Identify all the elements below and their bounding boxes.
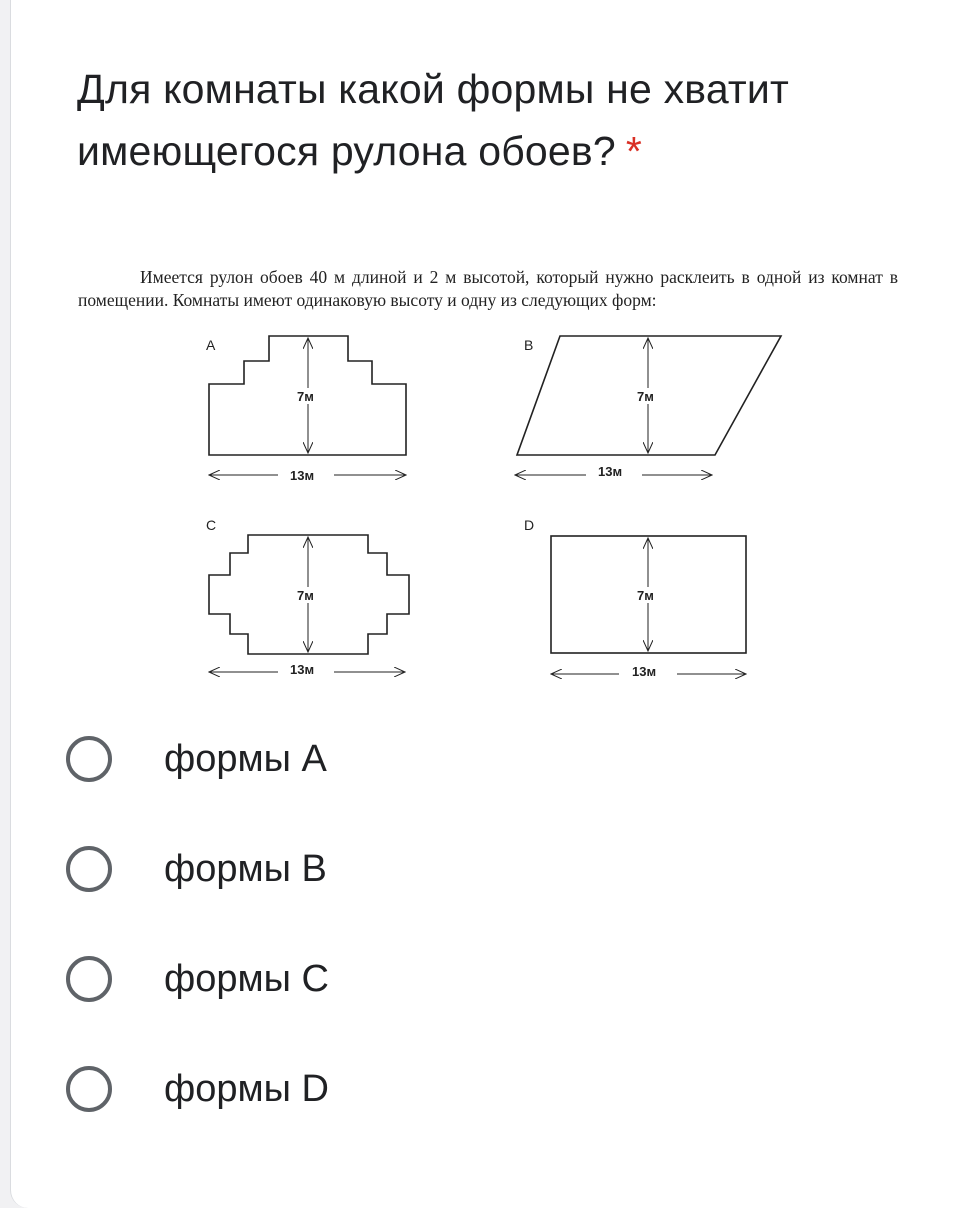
shape-d-label: D	[524, 517, 535, 533]
answer-options	[66, 736, 566, 1176]
option-label[interactable]: формы А	[164, 738, 327, 780]
figure-intro-text: Имеется рулон обоев 40 м длиной и 2 м высотой, который нужно расклеить в одной из комнат в помещении. Комнаты имеют одинаковую высоту и одну из следующих форм:	[78, 267, 898, 310]
shape-b	[515, 336, 781, 479]
shape-b-width-label: 13м	[598, 464, 623, 479]
shape-a	[206, 336, 406, 483]
shape-a-width-label: 13м	[290, 468, 315, 483]
shape-d-width-label: 13м	[632, 664, 657, 679]
option-form-a[interactable]	[66, 736, 566, 846]
option-label[interactable]: формы С	[164, 958, 329, 1000]
shape-a-height-label: 7м	[297, 389, 314, 404]
question-text: Для комнаты какой формы не хватит имеющегося рулона обоев?	[77, 66, 789, 174]
shape-c-label: C	[206, 517, 217, 533]
shape-b-height-label: 7м	[637, 389, 654, 404]
shape-c	[206, 517, 409, 677]
radio-button[interactable]	[66, 1066, 112, 1112]
shape-b-label: B	[524, 337, 534, 353]
option-label[interactable]: формы В	[164, 848, 327, 890]
radio-button[interactable]	[66, 846, 112, 892]
shape-c-height-label: 7м	[297, 588, 314, 603]
question-title	[77, 58, 897, 182]
shape-a-label: A	[206, 337, 216, 353]
required-asterisk: *	[625, 128, 643, 174]
option-form-c[interactable]	[66, 956, 566, 1066]
question-image	[72, 262, 908, 692]
shape-d-height-label: 7м	[637, 588, 654, 603]
radio-button[interactable]	[66, 736, 112, 782]
shape-d	[524, 517, 746, 679]
option-form-d[interactable]	[66, 1066, 566, 1176]
radio-button[interactable]	[66, 956, 112, 1002]
option-label[interactable]: формы D	[164, 1068, 329, 1110]
option-form-b[interactable]	[66, 846, 566, 956]
room-shapes-diagram	[72, 262, 908, 692]
shape-c-width-label: 13м	[290, 662, 315, 677]
